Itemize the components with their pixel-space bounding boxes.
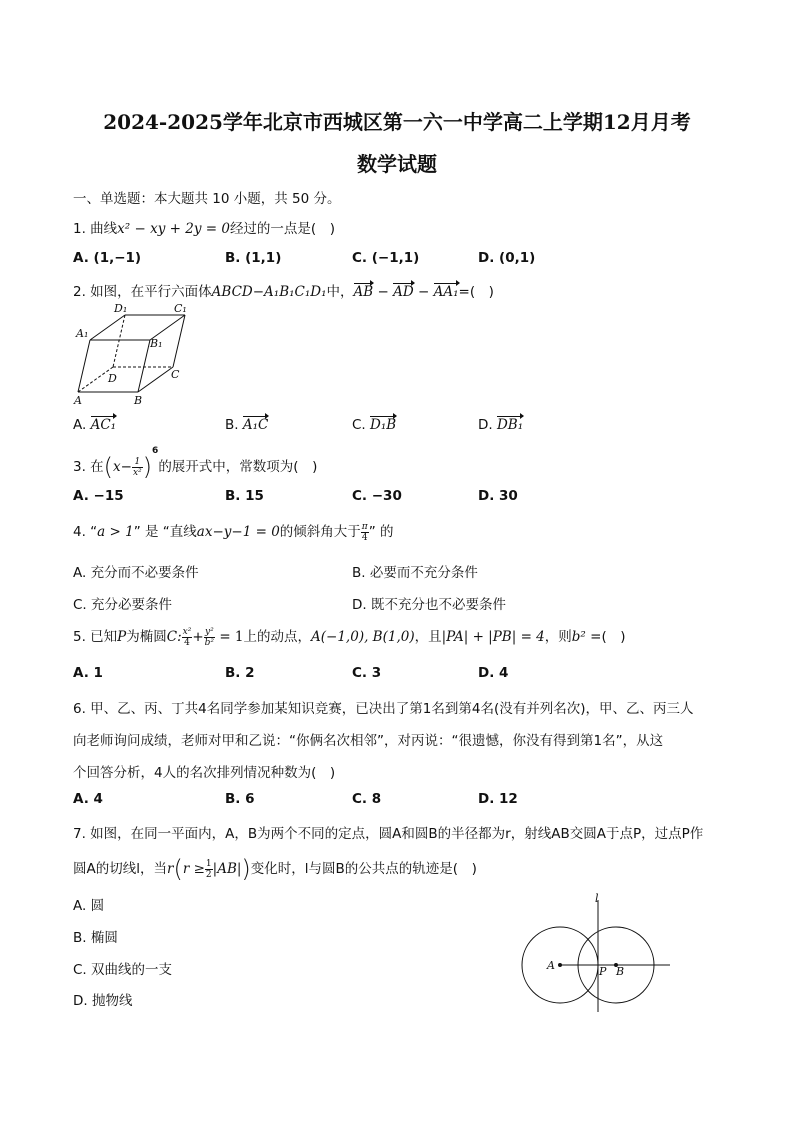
label-b1: B₁ — [150, 337, 163, 350]
q4-option-b: B. 必要而不充分条件 — [352, 565, 478, 581]
q2-option-c: C. D₁B — [352, 417, 397, 433]
q7-option-c: C. 双曲线的一支 — [73, 962, 173, 978]
question-6-line-2: 向老师询问成绩，老师对甲和乙说：“你俩名次相邻”，对丙说：“很遗憾，你没有得到第1名”，从这 — [73, 733, 664, 749]
label-b: B — [134, 394, 143, 407]
label-a1: A₁ — [76, 327, 89, 340]
label-c: C — [171, 368, 180, 381]
question-3: 3. 在(x− $\frac{1}{\text{x²}}$ )$^6$的展开式中，常数项为( ) — [73, 446, 318, 481]
q2-option-a: A. AC₁ — [73, 417, 117, 433]
q5-option-a: A. 1 — [73, 665, 103, 681]
question-4: 4. “a > 1” 是 “直线ax−y−1 = 0的倾斜角大于 $\frac{\pi}{4}$ ” 的 — [73, 521, 394, 543]
q7-option-d: D. 抛物线 — [73, 993, 133, 1009]
question-2: 2. 如图，在平行六面体ABCD−A₁B₁C₁D₁中，AB − AD − AA₁=( ) — [73, 284, 494, 300]
q2-option-b: B. A₁C — [225, 417, 269, 433]
q7-option-a: A. 圆 — [73, 898, 105, 914]
q5-option-b: B. 2 — [225, 665, 255, 681]
q3-option-d: D. 30 — [478, 488, 518, 504]
question-7-line-1: 7. 如图，在同一平面内，A，B为两个不同的定点，圆A和圆B的半径都为r，射线AB交圆A于点P，过点P作 — [73, 826, 704, 842]
label-d1: D₁ — [114, 302, 128, 315]
q1-option-c: C. (−1,1) — [352, 250, 420, 266]
q6-option-c: C. 8 — [352, 791, 382, 807]
q3-option-c: C. −30 — [352, 488, 402, 504]
question-1: 1. 曲线x² − xy + 2y = 0经过的一点是( ) — [73, 221, 335, 237]
q4-option-a: A. 充分而不必要条件 — [73, 565, 199, 581]
q4-option-c: C. 充分必要条件 — [73, 597, 173, 613]
label-b: B — [616, 965, 625, 978]
q5-option-d: D. 4 — [478, 665, 509, 681]
q4-option-d: D. 既不充分也不必要条件 — [352, 597, 506, 613]
q6-option-d: D. 12 — [478, 791, 518, 807]
parallelepiped-figure — [70, 300, 200, 410]
q6-option-b: B. 6 — [225, 791, 255, 807]
label-a: A — [74, 394, 82, 407]
question-7-line-2: 圆A的切线l，当r(r ≥ $\frac{1}{2}$ |AB|)变化时，l与圆B的公共点的轨迹是( ) — [73, 855, 477, 883]
section-heading: 一、单选题：本大题共 10 小题，共 50 分。 — [73, 191, 341, 207]
q1-option-b: B. (1,1) — [225, 250, 282, 266]
q1-option-d: D. (0,1) — [478, 250, 536, 266]
question-5: 5. 已知P为椭圆C: $\frac{\text{x²}}{4}$ + $\frac{\text{y²}}{\text{b²}}$ = 1上的动点，A(−1,0), B(1,0)，且|PA| + |PB| = 4，则b² =( ) — [73, 626, 626, 648]
q6-option-a: A. 4 — [73, 791, 103, 807]
circles-figure — [515, 890, 680, 1015]
q2-option-d: D. DB₁ — [478, 417, 524, 433]
label-d: D — [108, 372, 117, 385]
page-title: 2024-2025学年北京市西城区第一六一中学高二上学期12月月考 — [103, 110, 691, 134]
q1-option-a: A. (1,−1) — [73, 250, 142, 266]
label-c1: C₁ — [174, 302, 187, 315]
question-6-line-1: 6. 甲、乙、丙、丁共4名同学参加某知识竞赛，已决出了第1名到第4名(没有并列名次)，甲、乙、丙三人 — [73, 701, 694, 717]
q7-option-b: B. 椭圆 — [73, 930, 118, 946]
label-l: l — [595, 892, 599, 905]
label-p: P — [599, 965, 607, 978]
q5-option-c: C. 3 — [352, 665, 382, 681]
q3-option-b: B. 15 — [225, 488, 264, 504]
label-a: A — [547, 959, 555, 972]
q3-option-a: A. −15 — [73, 488, 124, 504]
question-6-line-3: 个回答分析，4人的名次排列情况种数为( ) — [73, 765, 336, 781]
page-subtitle: 数学试题 — [357, 152, 437, 176]
